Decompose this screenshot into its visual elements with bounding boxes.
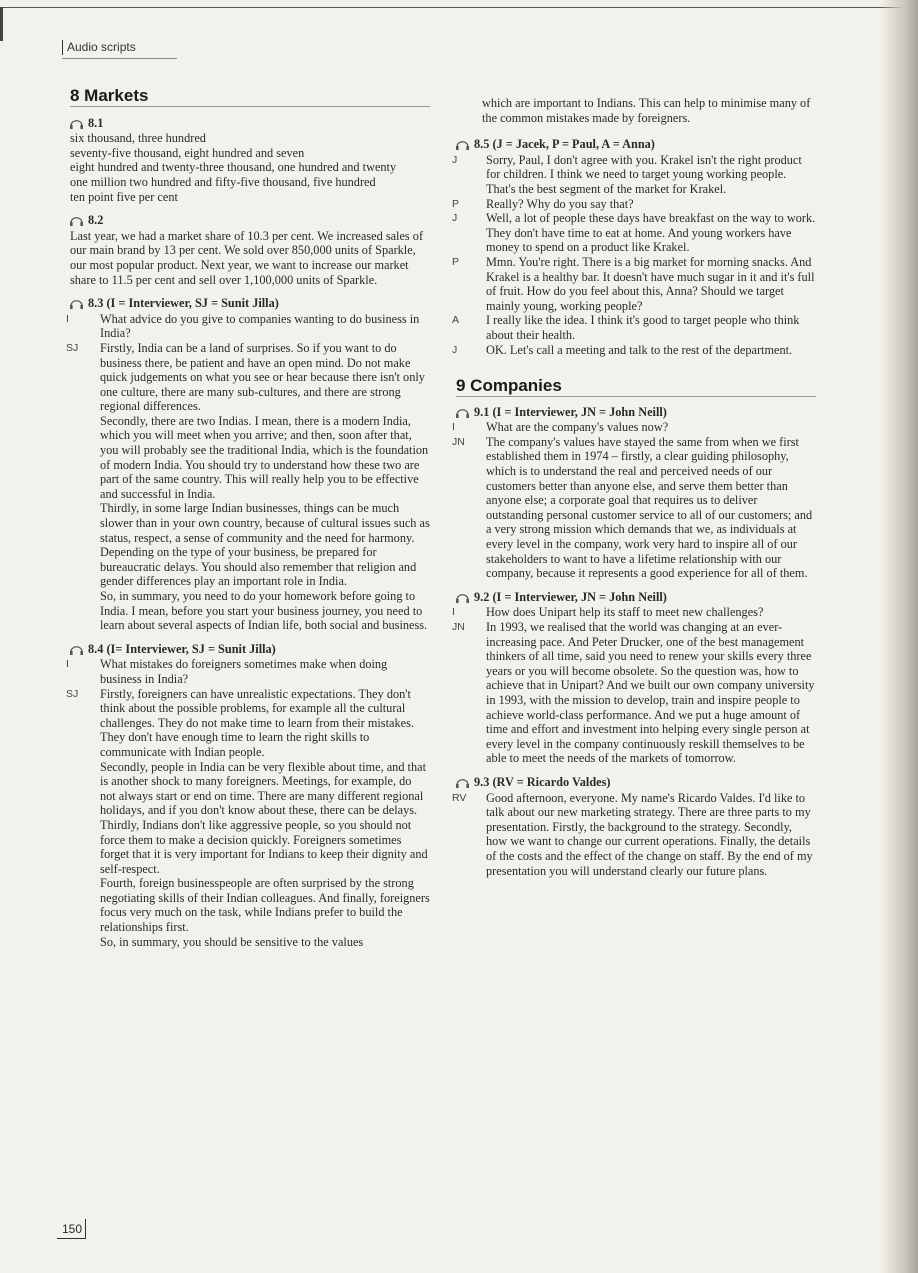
dialogue-turn bbox=[452, 420, 816, 435]
turn-text: What advice do you give to companies wanting to do business in India? bbox=[100, 311, 420, 341]
top-rule bbox=[0, 7, 905, 8]
turn-text: So, in summary, you need to do your homework before going to India. I mean, before you start your business journey, you need to learn about several aspects of Indian life, both social and business. bbox=[100, 589, 428, 633]
speaker-label: I bbox=[66, 312, 69, 325]
dialogue-turn bbox=[452, 790, 816, 879]
track-8-3 bbox=[66, 296, 430, 633]
speaker-label: J bbox=[452, 343, 458, 356]
audio-icon[interactable] bbox=[455, 405, 470, 418]
dialogue-turn bbox=[452, 605, 816, 620]
paragraph: Last year, we had a market share of 10.3 per cent. We increased sales of our main brand by 13 per cent. We sold over 850,000 units of Sparkle, our most popular product. Next year, we want to increase our market share to 11.5 per cent and sell over 1,100,000 units of Sparkle. bbox=[70, 228, 424, 287]
track-heading: 8.5 (J = Jacek, P = Paul, A = Anna) bbox=[474, 137, 655, 152]
dialogue-turn bbox=[452, 342, 816, 358]
speaker-label: A bbox=[452, 314, 460, 327]
speaker-label: SJ bbox=[66, 687, 79, 700]
turn-text: Mmn. You're right. There is a big market for morning snacks. And Krakel is a healthy bar. It doesn't have much sugar in it and it's full of fruit. How do you feel about this, Anna? Should we target mainly young, working people? bbox=[486, 254, 815, 313]
turn-text: What mistakes do foreigners sometimes make when doing business in India? bbox=[100, 657, 388, 686]
running-head-rule bbox=[62, 58, 177, 59]
turn-text: Secondly, people in India can be very flexible about time, and that is another shock to many foreigners. Meetings, for example, do not always start or end on time. There are many different regional holidays, and if you don't know about these, there can be delays. bbox=[100, 759, 426, 818]
page-number-rule bbox=[57, 1238, 85, 1239]
turn-text: Thirdly, in some large Indian businesses, things can be much slower than in your own country, because of cultural issues such as status, respect, a sense of community and the need for harmony. Depending on the type of your business, be prepared for bureaucratic delays. You should also remember that religion and gender differences play an important role in India. bbox=[100, 501, 430, 589]
audio-icon[interactable] bbox=[69, 213, 84, 226]
dialogue-turn bbox=[452, 211, 816, 255]
audio-icon[interactable] bbox=[455, 775, 470, 788]
left-column bbox=[66, 86, 430, 949]
dialogue-turn bbox=[452, 434, 816, 581]
dialogue-turn bbox=[452, 620, 816, 766]
dialogue-turn bbox=[452, 152, 816, 197]
track-heading: 9.3 (RV = Ricardo Valdes) bbox=[474, 774, 611, 789]
turn-text: Well, a lot of people these days have breakfast on the way to work. They don't have time to eat at home. And young workers have money to spend on a product like Krakel. bbox=[486, 211, 816, 255]
turn-text: The company's values have stayed the same from when we first established them in 1974 – firstly, a clear guiding philosophy, which is to understand the real and perceived needs of our customers better than anyone else, and serve them better than anyone else; a corporate goal that requires us to deliver outstanding personal customer service to all of our customers; and a very strong mission which demands that we, as individuals at every level in the company, work very hard to inspire all of our stakeholders to want to have a lifetime relationship with our company, because it represents a good experience for all of them. bbox=[486, 434, 813, 581]
page-edge-shadow bbox=[880, 0, 918, 1273]
turn-text: Really? Why do you say that? bbox=[486, 196, 634, 211]
dialogue-turn bbox=[452, 196, 816, 212]
turn-text: In 1993, we realised that the world was changing at an ever-increasing pace. And Peter Drucker, one of the best management thinkers of all time, said you need to renew your skills every three years or you will become obsolete. So the question was, how to achieve that in Unipart? And we built our own company university in 1993, with the mission to develop, train and inspire people to achieve world-class performance. And we put a huge amount of time and effort and investment into helping every single person at every level in the company continuously reskill themselves to be able to meet the needs of the markets of tomorrow. bbox=[486, 620, 815, 766]
speaker-label: JN bbox=[452, 621, 465, 633]
unit-9-title: 9 Companies bbox=[456, 379, 816, 397]
track-8-5 bbox=[452, 137, 816, 357]
text-line: eight hundred and twenty-three thousand, one hundred and twenty bbox=[70, 160, 397, 175]
audio-icon[interactable] bbox=[455, 590, 470, 603]
audio-icon[interactable] bbox=[69, 116, 84, 129]
audio-icon[interactable] bbox=[455, 137, 470, 150]
track-heading: 9.2 (I = Interviewer, JN = John Neill) bbox=[474, 589, 667, 604]
track-8-2 bbox=[70, 213, 430, 287]
track-8-4 bbox=[66, 641, 430, 949]
dialogue-turn bbox=[66, 311, 430, 341]
track-heading: 8.4 (I= Interviewer, SJ = Sunit Jilla) bbox=[88, 641, 276, 656]
speaker-label: I bbox=[66, 658, 69, 671]
text-line: seventy-five thousand, eight hundred and seven bbox=[70, 145, 305, 160]
running-head: Audio scripts bbox=[62, 40, 136, 55]
unit-8-title: 8 Markets bbox=[70, 89, 430, 107]
track-number: 8.2 bbox=[88, 213, 104, 228]
speaker-label: J bbox=[452, 153, 458, 166]
right-column bbox=[452, 96, 816, 878]
track-heading: 9.1 (I = Interviewer, JN = John Neill) bbox=[474, 404, 667, 419]
top-left-tick bbox=[0, 7, 3, 41]
turn-text: How does Unipart help its staff to meet new challenges? bbox=[486, 605, 764, 620]
speaker-label: P bbox=[452, 197, 460, 210]
text-line: six thousand, three hundred bbox=[70, 131, 206, 146]
turn-text: Fourth, foreign businesspeople are often surprised by the strong negotiating skills of their Indian colleagues. And finally, foreigners focus very much on the task, while Indians prefer to build the relationships first. bbox=[100, 876, 430, 935]
track-9-3 bbox=[452, 774, 816, 878]
speaker-label: JN bbox=[452, 435, 465, 448]
track-heading: 8.3 (I = Interviewer, SJ = Sunit Jilla) bbox=[88, 296, 279, 311]
dialogue-turn bbox=[66, 657, 430, 686]
track-9-2 bbox=[452, 589, 816, 766]
speaker-label: I bbox=[452, 421, 455, 434]
page-number-rule bbox=[85, 1219, 86, 1239]
turn-text: Firstly, foreigners can have unrealistic expectations. They don't think about the possible problems, for example all the cultural challenges. They do not make time to learn from their mistakes. They don't have enough time to learn the right skills to communicate with Indian people. bbox=[100, 686, 414, 759]
speaker-label: RV bbox=[452, 791, 467, 804]
track-9-1 bbox=[452, 404, 816, 581]
dialogue-turn bbox=[452, 254, 816, 313]
dialogue-turn-continued bbox=[456, 96, 816, 125]
turn-text: Good afternoon, everyone. My name's Ricardo Valdes. I'd like to talk about our new marketing strategy. There are three parts to my presentation. Firstly, the background to the strategy. Secondly, how we want to change our current operations. Finally, the details of the costs and the effect of the change on staff. By the end of my presentation you will understand clearly our future plans. bbox=[486, 790, 813, 878]
turn-text: What are the company's values now? bbox=[486, 420, 669, 435]
turn-text: I really like the idea. I think it's good to target people who think about their health. bbox=[486, 313, 800, 342]
turn-text: Thirdly, Indians don't like aggressive people, so you should not force them to make a decision quickly. Foreigners sometimes forget that it is very important for Indians to keep their dignity and self-respect. bbox=[100, 817, 428, 876]
speaker-label: SJ bbox=[66, 341, 79, 354]
text-line: one million two hundred and fifty-five thousand, five hundred bbox=[70, 174, 376, 189]
dialogue-turn bbox=[452, 313, 816, 342]
turn-text: which are important to Indians. This can help to minimise many of the common mistakes made by foreigners. bbox=[482, 96, 811, 125]
turn-text: Secondly, there are two Indias. I mean, there is a modern India, which you will meet when you arrive; and then, soon after that, you will probably see the traditional India, which is the foundation of modern India. You should try to understand how these two are part of the same country. This will really help you to be effective and successful in India. bbox=[100, 413, 429, 501]
audio-icon[interactable] bbox=[69, 642, 84, 655]
page-number: 150 bbox=[62, 1222, 83, 1236]
audio-icon[interactable] bbox=[69, 296, 84, 309]
turn-text: Firstly, India can be a land of surprises. So if you want to do business there, be patient and have an open mind. Do not make quick judgements on what you see or hear because there isn't only one culture, there are many sub-cultures, and there are strong regional differences. bbox=[100, 340, 425, 414]
speaker-label: I bbox=[452, 606, 455, 619]
turn-text: OK. Let's call a meeting and talk to the rest of the department. bbox=[486, 342, 793, 357]
track-8-1 bbox=[70, 116, 430, 205]
dialogue-turn bbox=[66, 340, 430, 633]
turn-text: So, in summary, you should be sensitive to the values bbox=[100, 934, 364, 949]
speaker-label: J bbox=[452, 212, 458, 225]
text-line: ten point five per cent bbox=[70, 189, 178, 204]
track-number: 8.1 bbox=[88, 115, 104, 130]
turn-text: Sorry, Paul, I don't agree with you. Krakel isn't the right product for children. I think we need to target young working people. That's the best segment of the market for Krakel. bbox=[486, 152, 802, 196]
dialogue-turn bbox=[66, 686, 430, 950]
speaker-label: P bbox=[452, 255, 460, 268]
